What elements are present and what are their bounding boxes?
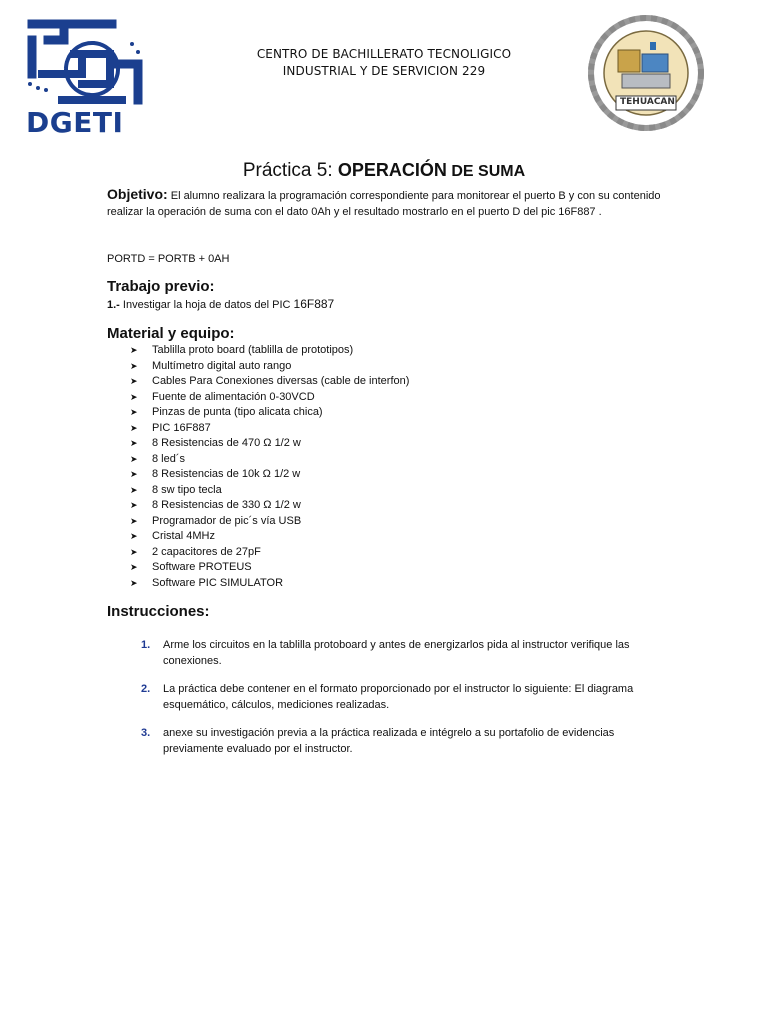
material-item — [130, 436, 409, 452]
arrow-bullet-icon: ➤ — [130, 422, 138, 433]
arrow-bullet-icon: ➤ — [130, 453, 138, 464]
material-item-label: PIC 16F887 — [152, 421, 211, 434]
material-item-label: 8 Resistencias de 470 Ω 1/2 w — [152, 437, 301, 449]
instruction-number: 3. — [141, 727, 151, 739]
objective-text: El alumno realizara la programación correspondiente para monitorear el puerto B y con su contenido realizar la operación de suma con el dato 0Ah y el resultado mostrarlo en el puerto D del pic 16F887 . — [107, 190, 661, 218]
material-item-label: Cables Para Conexiones diversas (cable de interfon) — [152, 375, 410, 387]
arrow-bullet-icon: ➤ — [130, 546, 138, 557]
arrow-bullet-icon: ➤ — [130, 562, 138, 572]
previous-work-heading: Trabajo previo: — [107, 278, 215, 295]
material-item — [130, 545, 409, 561]
material-item — [130, 560, 409, 576]
material-item — [130, 374, 409, 390]
material-item-label: Software PIC SIMULATOR — [152, 576, 284, 589]
arrow-bullet-icon: ➤ — [130, 469, 138, 479]
previous-work-item-number: 1.- — [107, 299, 120, 311]
arrow-bullet-icon: ➤ — [130, 577, 138, 588]
arrow-bullet-icon: ➤ — [130, 531, 138, 541]
materials-heading: Material y equipo: — [107, 325, 235, 342]
instruction-text: anexe su investigación previa a la práctica realizada e intégrelo a su portafolio de evidencias previamente evaluado por el instructor. — [163, 727, 615, 755]
materials-list — [130, 343, 409, 591]
instructions-heading: Instrucciones: — [107, 603, 210, 620]
instruction-text: La práctica debe contener en el formato proporcionado por el instructor lo siguiente: El diagrama esquemático, cálculos, mediciones realizadas. — [163, 683, 634, 711]
page-title-suffix: DE SUMA — [446, 163, 526, 180]
arrow-bullet-icon: ➤ — [130, 407, 138, 417]
dgeti-logo-text: DGETI — [26, 106, 124, 139]
material-item — [130, 498, 409, 514]
material-item — [130, 390, 409, 406]
formula-line: PORTD = PORTB + 0AH — [107, 253, 230, 265]
material-item-label: 2 capacitores de 27pF — [152, 545, 261, 558]
instruction-item — [141, 637, 661, 669]
objective-label: Objetivo: — [107, 186, 168, 202]
material-item — [130, 421, 409, 437]
material-item-label: 8 sw tipo tecla — [152, 483, 222, 496]
previous-work-item — [107, 296, 667, 313]
material-item-label: Multímetro digital auto rango — [152, 359, 292, 372]
instruction-text: Arme los circuitos en la tablilla protoboard y antes de energizarlos pida al instructor verifique las conexiones. — [163, 639, 630, 667]
instruction-item — [141, 725, 661, 757]
instruction-number: 2. — [141, 683, 151, 695]
material-item-label: Tablilla proto board (tablilla de prototipos) — [152, 344, 354, 356]
material-item — [130, 343, 409, 359]
arrow-bullet-icon: ➤ — [130, 360, 138, 371]
material-item — [130, 514, 409, 530]
previous-work-item-text: Investigar la hoja de datos del PIC — [119, 299, 294, 311]
school-name-line1: CENTRO DE BACHILLERATO TECNOLIGICO — [256, 47, 512, 61]
material-item — [130, 576, 409, 592]
page-title-main: OPERACIÓN — [337, 160, 447, 180]
school-seal-bottom-text: TEHUACAN — [620, 97, 675, 107]
material-item-label: 8 led´s — [152, 452, 186, 465]
page-title-prefix: Práctica 5: — [242, 160, 338, 181]
school-name-line2: INDUSTRIAL Y DE SERVICION 229 — [282, 64, 486, 78]
material-item — [130, 359, 409, 375]
arrow-bullet-icon: ➤ — [130, 376, 138, 386]
material-item — [130, 483, 409, 499]
instruction-item — [141, 681, 661, 713]
previous-work-item-pic: 16F887 — [293, 297, 335, 311]
page-title — [0, 160, 768, 182]
instruction-number: 1. — [141, 639, 151, 651]
school-seal — [582, 12, 710, 134]
material-item-label: Fuente de alimentación 0-30VCD — [152, 390, 315, 403]
dgeti-logo — [22, 14, 148, 138]
arrow-bullet-icon: ➤ — [130, 500, 138, 510]
material-item — [130, 452, 409, 468]
arrow-bullet-icon: ➤ — [130, 345, 138, 355]
material-item-label: Programador de pic´s vía USB — [152, 514, 302, 527]
school-name — [232, 46, 536, 80]
material-item-label: Pinzas de punta (tipo alicata chica) — [152, 406, 323, 418]
material-item — [130, 467, 409, 483]
material-item-label: 8 Resistencias de 330 Ω 1/2 w — [152, 499, 301, 511]
material-item — [130, 405, 409, 421]
material-item-label: Cristal 4MHz — [152, 530, 215, 542]
arrow-bullet-icon: ➤ — [130, 438, 138, 448]
arrow-bullet-icon: ➤ — [130, 391, 138, 402]
arrow-bullet-icon: ➤ — [130, 484, 138, 495]
material-item-label: 8 Resistencias de 10k Ω 1/2 w — [152, 468, 301, 480]
objective-paragraph — [107, 186, 667, 220]
material-item — [130, 529, 409, 545]
arrow-bullet-icon: ➤ — [130, 515, 138, 526]
material-item-label: Software PROTEUS — [152, 561, 252, 573]
